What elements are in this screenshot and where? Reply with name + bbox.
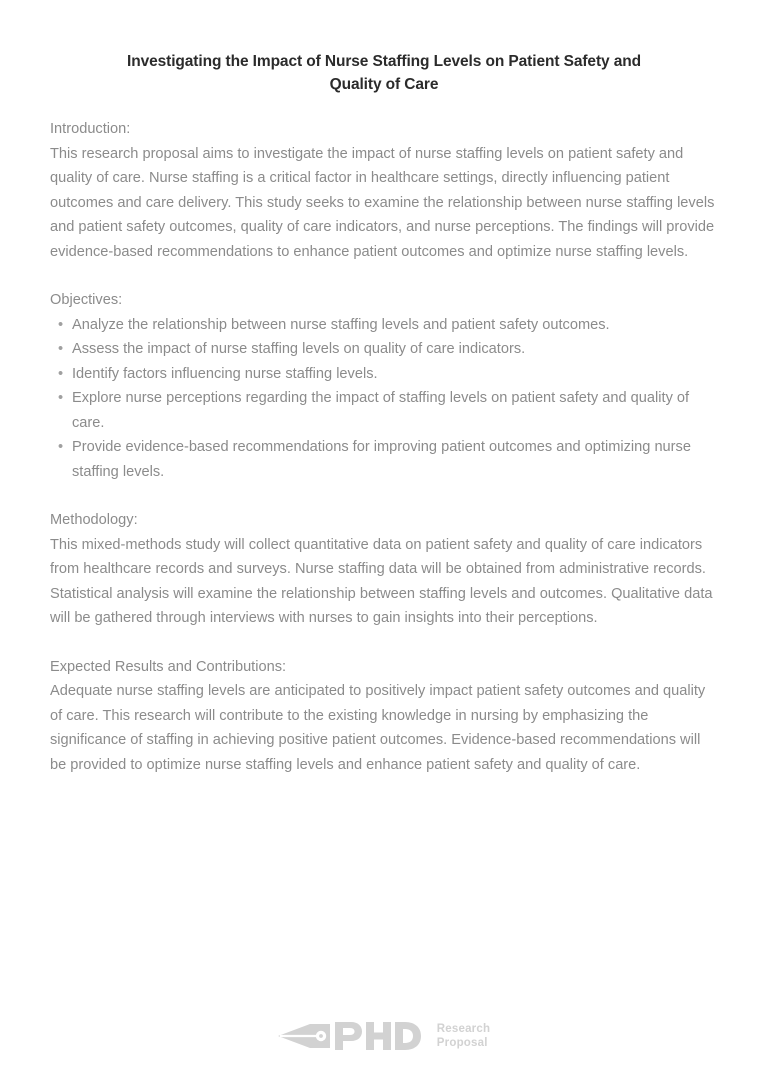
logo-wordmark [437,1022,490,1050]
section-methodology [50,508,718,631]
list-item [50,435,718,484]
list-item-text: Identify factors influencing nurse staffing levels. [72,365,378,382]
section-expected-results [50,655,718,778]
introduction-heading: Introduction: [50,121,131,137]
bullet-icon: • [58,365,64,382]
bullet-icon: • [58,341,64,357]
list-item [50,386,718,435]
list-item [50,362,718,387]
list-item-text: Analyze the relationship between nurse staffing levels and patient safety outcomes. [72,316,610,333]
list-item-text: Assess the impact of nurse staffing levels on quality of care indicators. [72,341,526,357]
document-body [0,117,768,777]
bullet-icon: • [58,316,64,333]
footer-logo [0,1018,768,1054]
list-item [50,337,718,362]
list-item [50,313,718,338]
bullet-icon: • [58,439,64,455]
logo-line-proposal: Proposal [436,1037,488,1049]
introduction-paragraph: This research proposal aims to investigate the impact of nurse staffing levels on patient safety and quality of care. Nurse staffing is a critical factor in healthcare settings, directly influencing patient outcomes and care delivery. This study seeks to examine the relationship between nurse staffing levels and patient safety outcomes, quality of care indicators, and nurse perceptions. The findings will provide evidence-based recommendations to enhance patient outcomes and optimize nurse staffing levels. [50,145,715,260]
objectives-list [50,313,718,485]
methodology-heading: Methodology: [50,512,138,528]
bullet-icon: • [58,390,64,406]
logo-line-research: Research [436,1023,491,1035]
section-objectives [50,288,718,484]
list-item-text: Explore nurse perceptions regarding the impact of staffing levels on patient safety and quality of care. [72,390,690,431]
objectives-heading: Objectives: [50,292,123,308]
methodology-paragraph: This mixed-methods study will collect quantitative data on patient safety and quality of care indicators from healthcare records and surveys. Nurse staffing data will be obtained from administrative records. Statistical analysis will examine the relationship between staffing levels and outcomes. Qualitative data will be gathered through interviews with nurses to gain insights into their perceptions. [50,536,713,626]
expected-results-heading: Expected Results and Contributions: [50,658,287,675]
phd-pen-nib-logo-icon [278,1018,428,1054]
list-item-text: Provide evidence-based recommendations for improving patient outcomes and optimizing nurse staffing levels. [72,439,691,480]
section-introduction [50,117,718,264]
expected-results-paragraph: Adequate nurse staffing levels are anticipated to positively impact patient safety outcomes and quality of care. This research will contribute to the existing knowledge in nursing by emphasizing the significance of staffing in achieving positive patient outcomes. Evidence-based recommendations will be provided to optimize nurse staffing levels and enhance patient safety and quality of care. [50,683,706,773]
page-title: Investigating the Impact of Nurse Staffing Levels on Patient Safety and Quality of Care [127,53,641,93]
